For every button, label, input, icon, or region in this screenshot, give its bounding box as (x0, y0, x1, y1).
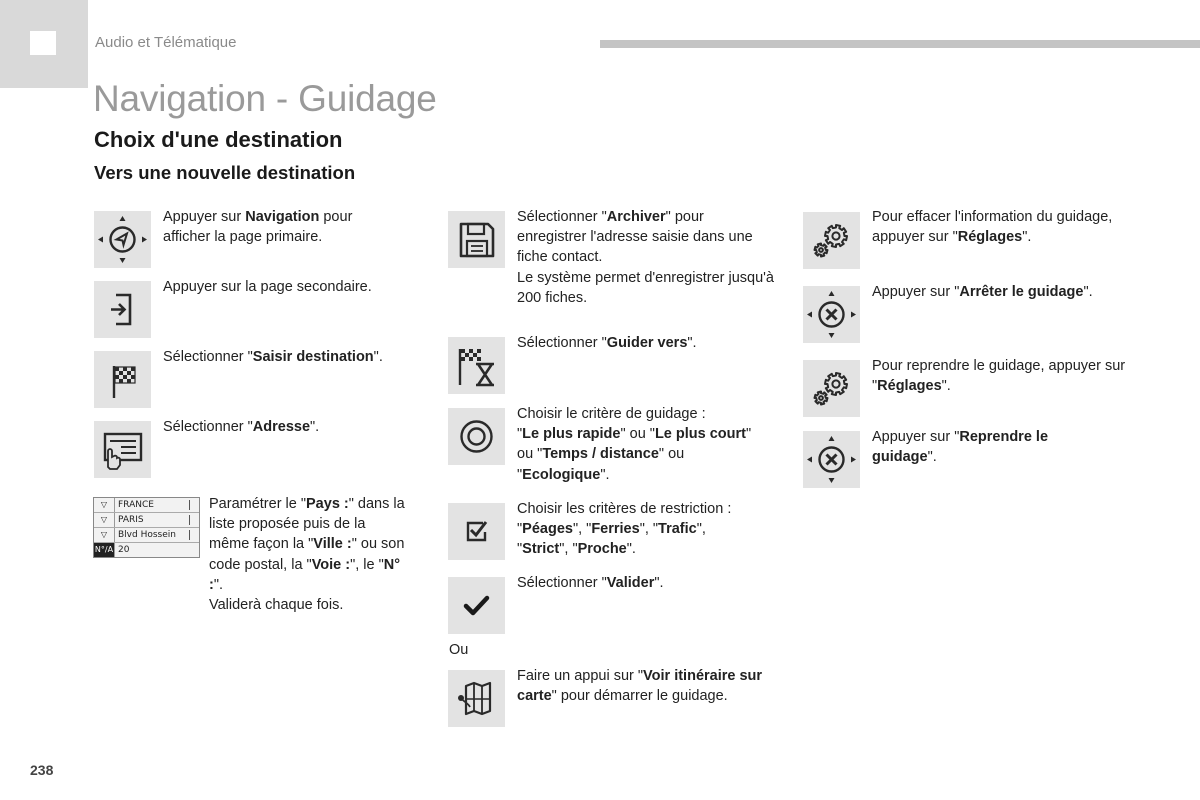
bold-keyword: Saisir destination (252, 349, 374, 365)
bold-keyword: Strict (522, 541, 560, 558)
address-row-number (94, 543, 199, 557)
step-text: Choisir le critère de guidage : "Le plus rapide" ou "Le plus court" ou "Temps / distance" ou "Ecologique". (517, 406, 752, 483)
bold-keyword: N° : (209, 556, 401, 593)
step-text: Sélectionner "Saisir destination". (163, 349, 383, 365)
bold-keyword: Guider vers (606, 335, 688, 351)
step-text: Sélectionner "Archiver" pour enregistrer l'adresse saisie dans une fiche contact. Le système permet d'enregistrer jusqu'à 200 fiches. (517, 209, 774, 306)
bold-keyword: Le plus rapide (522, 426, 621, 443)
flag-hourglass-icon (448, 337, 505, 394)
step-text: Sélectionner "Guider vers". (517, 335, 697, 351)
address-form-screen (93, 497, 200, 558)
map-route-icon (448, 670, 505, 727)
field-end-marker (189, 530, 196, 540)
bold-keyword: Réglages (877, 378, 942, 395)
bold-keyword: Temps / distance (542, 446, 659, 463)
dropdown-arrow-icon: ▽ (94, 528, 115, 542)
bold-keyword: Navigation (245, 209, 320, 225)
bold-keyword: Ferries (591, 521, 640, 538)
step-text: Appuyer sur "Reprendre le guidage". (872, 429, 1049, 466)
step-text: Appuyer sur Navigation pour afficher la page primaire. (163, 209, 353, 246)
page-number: 238 (30, 762, 54, 778)
number-label: N°/A (94, 543, 115, 557)
chapter-tab (0, 0, 88, 88)
step-text: Pour reprendre le guidage, appuyer sur "Réglages". (872, 358, 1126, 395)
settings-gears-icon (803, 360, 860, 417)
field-end-marker (189, 500, 196, 510)
bold-keyword: Valider (606, 575, 655, 591)
subsection-heading: Vers une nouvelle destination (94, 162, 356, 183)
number-value: 20 (118, 545, 130, 555)
secondary-page-icon (94, 281, 151, 338)
bold-keyword: Reprendre le guidage (872, 429, 1049, 466)
bold-keyword: Le plus court (654, 426, 746, 443)
settings-gears-icon (803, 212, 860, 269)
resume-guidance-icon (803, 431, 860, 488)
section-label: Audio et Télématique (95, 34, 237, 51)
bold-keyword: Voir itinéraire sur carte (517, 668, 763, 705)
bold-keyword: Voie : (311, 556, 351, 573)
bold-keyword: Proche (577, 541, 627, 558)
checkered-flag-icon (94, 351, 151, 408)
step-text: Faire un appui sur "Voir itinéraire sur carte" pour démarrer le guidage. (517, 668, 763, 705)
bold-keyword: Pays : (306, 496, 349, 512)
target-circle-icon (448, 408, 505, 465)
address-form-text: Paramétrer le "Pays :" dans la liste proposée puis de la même façon la "Ville :" ou son code postal, la "Voie :", le "N° :". Validerà chaque fois. (209, 496, 405, 614)
address-card-icon (94, 421, 151, 478)
city-value: PARIS (118, 515, 144, 525)
chapter-tab-square (30, 31, 56, 55)
stop-guidance-icon (803, 286, 860, 343)
step-text: Pour effacer l'information du guidage, appuyer sur "Réglages". (872, 209, 1113, 246)
page-title: Navigation - Guidage (93, 78, 437, 119)
bold-keyword: Réglages (957, 229, 1023, 246)
address-row-city (94, 513, 199, 528)
checkmark-icon (448, 577, 505, 634)
step-text: Appuyer sur "Arrêter le guidage". (872, 284, 1093, 300)
field-end-marker (189, 515, 196, 525)
step-text: Sélectionner "Adresse". (163, 419, 320, 435)
bold-keyword: Ecologique (522, 466, 601, 483)
country-value: FRANCE (118, 500, 154, 510)
navigation-compass-icon (94, 211, 151, 268)
address-row-street (94, 528, 199, 543)
bold-keyword: Archiver (606, 209, 666, 225)
step-text: Appuyer sur la page secondaire. (163, 279, 372, 295)
bold-keyword: Arrêter le guidage (959, 284, 1084, 300)
step-text: Sélectionner "Valider". (517, 575, 664, 591)
step-text: Choisir les critères de restriction : "Péages", "Ferries", "Trafic", "Strict", "Proche". (517, 501, 732, 558)
bold-keyword: Trafic (658, 521, 697, 538)
dropdown-arrow-icon: ▽ (94, 513, 115, 527)
bold-keyword: Ville : (313, 536, 352, 553)
bold-keyword: Adresse (252, 419, 311, 435)
or-label: Ou (449, 642, 469, 658)
checkbox-icon (448, 503, 505, 560)
bold-keyword: Péages (522, 521, 573, 538)
dropdown-arrow-icon: ▽ (94, 498, 115, 512)
header-rule (600, 40, 1200, 48)
street-value: Blvd Hossein (118, 530, 176, 540)
address-row-country (94, 498, 199, 513)
save-archive-icon (448, 211, 505, 268)
section-heading: Choix d'une destination (94, 127, 343, 152)
